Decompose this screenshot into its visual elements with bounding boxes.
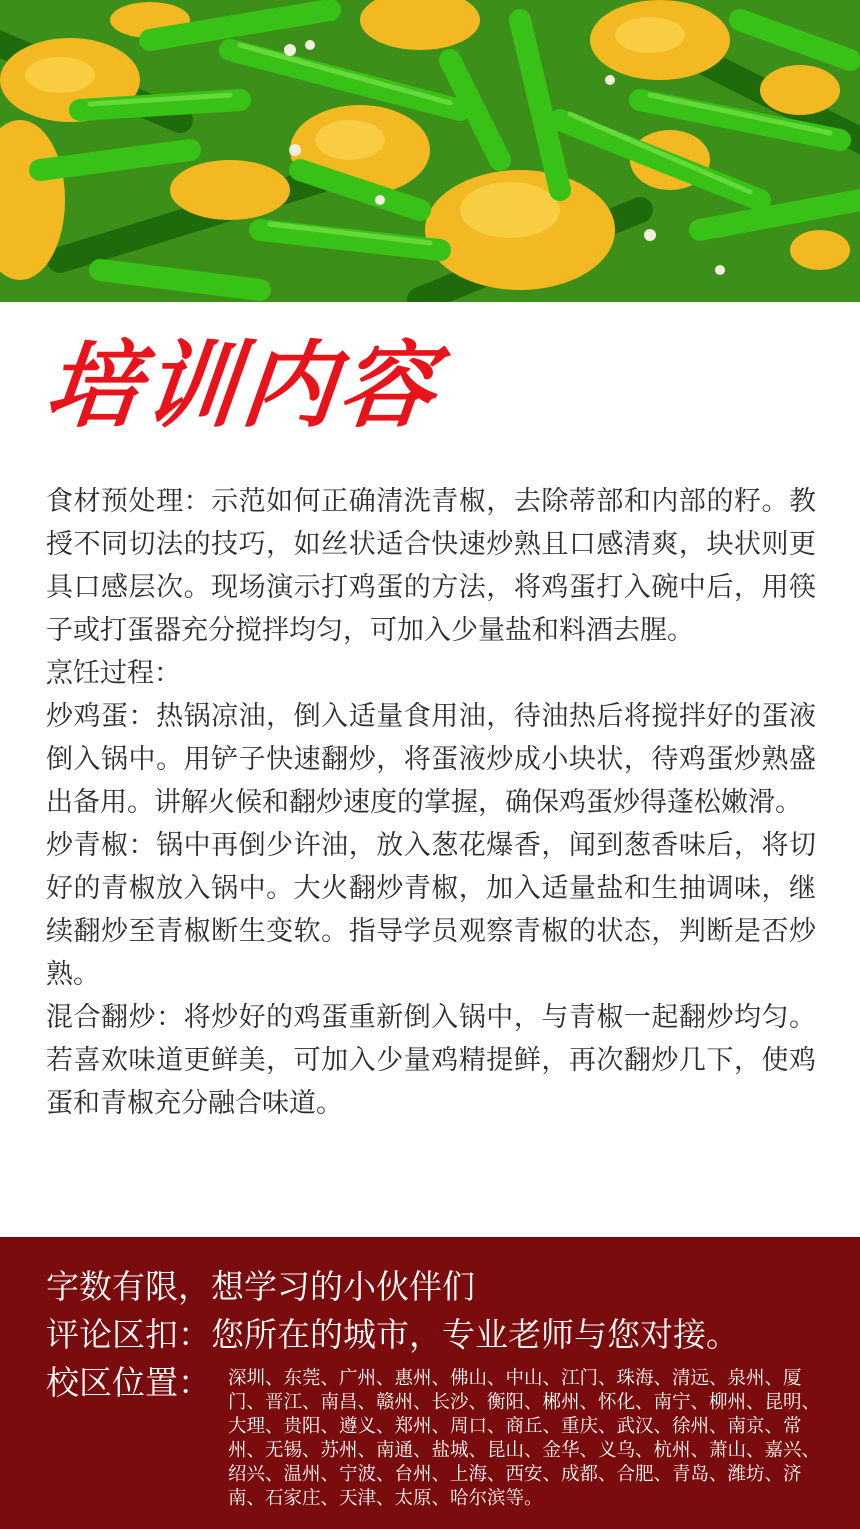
- page-title: 培训内容: [40, 332, 444, 441]
- footer-line-2: 评论区扣：您所在的城市，专业老师与您对接。: [46, 1315, 739, 1354]
- ingredient-prep-paragraph: 食材预处理：示范如何正确清洗青椒，去除蒂部和内部的籽。教授不同切法的技巧，如丝状适合快速炒熟且口感清爽，块状则更具口感层次。现场演示打鸡蛋的方法，将鸡蛋打入碗中后，用筷子或打蛋器充分搅拌均匀，可加入少量盐和料酒去腥。: [46, 486, 816, 646]
- dish-photo: [0, 0, 860, 302]
- cooking-process-heading: 烹饪过程：: [46, 658, 181, 689]
- fry-pepper-paragraph: 炒青椒：锅中再倒少许油，放入葱花爆香，闻到葱香味后，将切好的青椒放入锅中。大火翻炒青椒，加入适量盐和生抽调味，继续翻炒至青椒断生变软。指导学员观察青椒的状态，判断是否炒熟。: [46, 830, 816, 990]
- campus-city-list: 深圳、东莞、广州、惠州、佛山、中山、江门、珠海、清远、泉州、厦门、晋江、南昌、赣州、长沙、衡阳、郴州、怀化、南宁、柳州、昆明、大理、贵阳、遵义、郑州、周口、商丘、重庆、武汉、徐州、南京、常州、无锡、苏州、南通、盐城、昆山、金华、义乌、杭州、萧山、嘉兴、绍兴、温州、宁波、台州、上海、西安、成都、合肥、青岛、潍坊、济南、石家庄、天津、太原、哈尔滨等。: [228, 1368, 821, 1509]
- fry-egg-paragraph: 炒鸡蛋：热锅凉油，倒入适量食用油，待油热后将搅拌好的蛋液倒入锅中。用铲子快速翻炒，将蛋液炒成小块状，待鸡蛋炒熟盛出备用。讲解火候和翻炒速度的掌握，确保鸡蛋炒得蓬松嫩滑。: [46, 701, 816, 818]
- stir-fried-pepper-egg-photo-icon: [0, 0, 860, 302]
- mix-fry-paragraph: 混合翻炒：将炒好的鸡蛋重新倒入锅中，与青椒一起翻炒均匀。若喜欢味道更鲜美，可加入少量鸡精提鲜，再次翻炒几下，使鸡蛋和青椒充分融合味道。: [46, 1002, 816, 1119]
- footer-line-1: 字数有限，想学习的小伙伴们: [46, 1267, 475, 1306]
- campus-label: 校区位置：: [46, 1363, 211, 1402]
- training-content: [46, 480, 816, 1125]
- footer-banner: [0, 1237, 860, 1529]
